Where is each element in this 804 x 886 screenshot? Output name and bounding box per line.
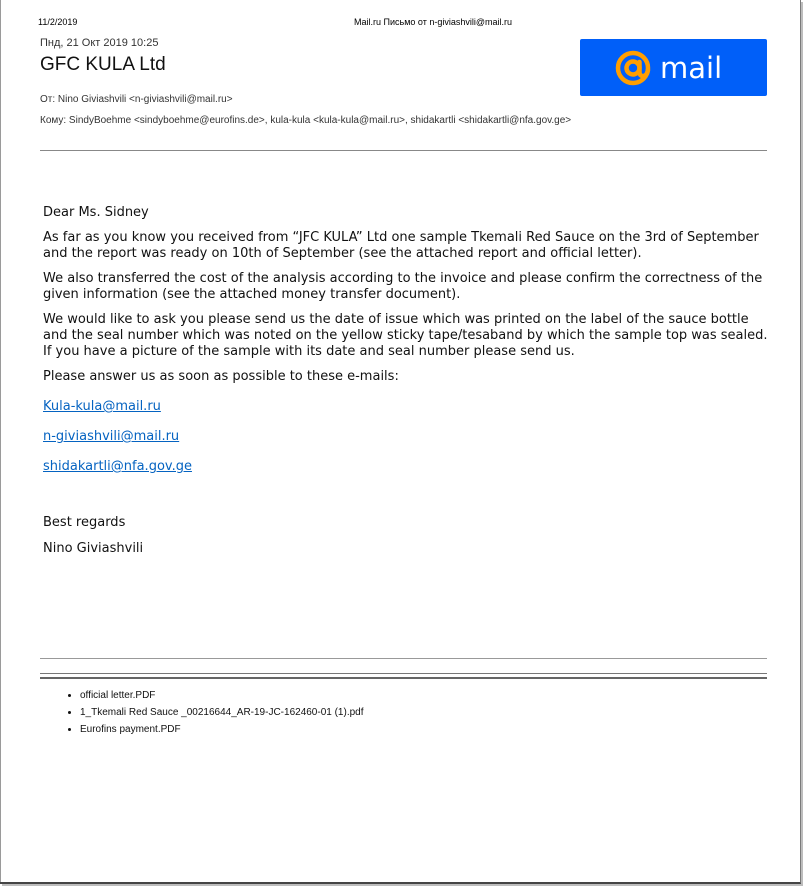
email-link-shidakartli[interactable]: shidakartli@nfa.gov.ge: [43, 459, 192, 474]
message-date: Пнд, 21 Окт 2019 10:25: [40, 37, 159, 49]
blank-space: [43, 489, 773, 515]
body-paragraph: Please answer us as soon as possible to these e-mails:: [43, 369, 399, 384]
print-date: 11/2/2019: [38, 17, 78, 27]
body-paragraph: We would like to ask you please send us the date of issue which was printed on the label of the sauce bottle and the seal number which was noted on the yellow sticky tape/tesaband by which the sample top was sealed. If you have a picture of the sample with its date and seal number please send us.: [43, 312, 768, 359]
email-link-n-giviashvili[interactable]: n-giviashvili@mail.ru: [43, 429, 180, 444]
from-line: От: Nino Giviashvili <n-giviashvili@mail.ru>: [40, 94, 233, 105]
to-line: Кому: SindyBoehme <sindyboehme@eurofins.de>, kula-kula <kula-kula@mail.ru>, shidakartli <shidakartli@nfa.gov.ge>: [40, 115, 572, 126]
print-title: Mail.ru Письмо от n-giviashvili@mail.ru: [354, 17, 512, 27]
attachment-list: [63, 687, 364, 738]
header-divider: [40, 150, 767, 151]
closing: Best regards: [43, 515, 126, 530]
attachment-item[interactable]: • official letter.PDF: [80, 687, 364, 704]
greeting: Dear Ms. Sidney: [43, 205, 149, 220]
body-divider: [40, 658, 767, 659]
message-body: [43, 205, 773, 566]
page-left-edge: [0, 0, 1, 882]
attachment-item[interactable]: • Eurofins payment.PDF: [80, 721, 364, 738]
signature: Nino Giviashvili: [43, 541, 144, 556]
at-sign-icon: [609, 46, 739, 90]
logo-wordmark: mail: [659, 50, 722, 85]
email-link-kula-kula[interactable]: Kula-kula@mail.ru: [43, 399, 161, 414]
body-paragraph: We also transferred the cost of the analysis according to the invoice and please confirm the correctness of the given information (see the attached money transfer document).: [43, 271, 763, 302]
message-subject: GFC KULA Ltd: [40, 54, 166, 75]
mail-ru-logo: [580, 39, 767, 96]
attachments-divider: [40, 673, 767, 679]
attachment-item[interactable]: • 1_Tkemali Red Sauce _00216644_AR-19-JC-162460-01 (1).pdf: [80, 704, 364, 721]
body-paragraph: As far as you know you received from “JFC KULA” Ltd one sample Tkemali Red Sauce on the 3rd of September and the report was ready on 10th of September (see the attached report and official letter).: [43, 230, 759, 261]
